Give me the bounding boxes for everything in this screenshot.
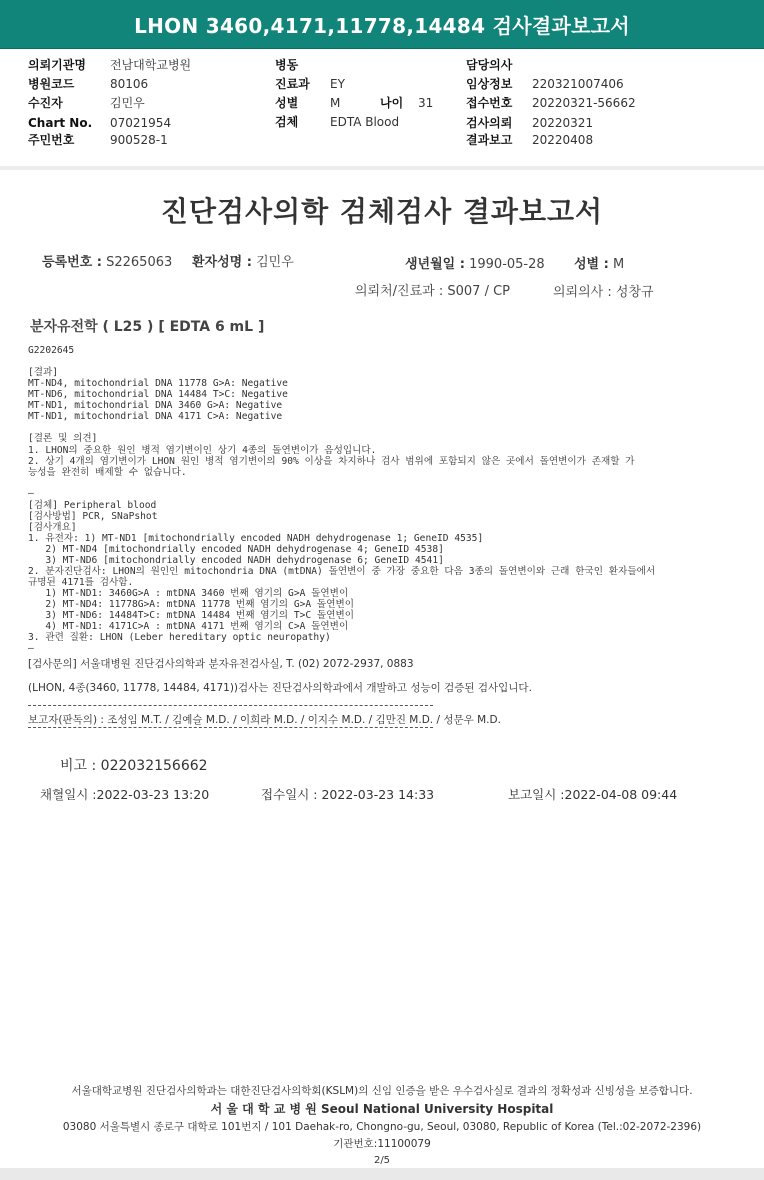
- requesting-doctor-value: 성창규: [615, 285, 654, 300]
- result-line: MT-ND1, mitochondrial DNA 4171 C>A: Negative: [28, 411, 283, 422]
- page-number: 2/5: [373, 1155, 391, 1166]
- requesting-department-value: S007 / CP: [447, 284, 511, 299]
- method-line: 2) MT-ND4: 11778G>A: mtDNA 11778 번째 염기의 G>A 돌연변이: [28, 599, 354, 610]
- registration-number: [42, 251, 172, 270]
- birth-date: [405, 253, 545, 272]
- header-label: 임상정보: [466, 77, 513, 91]
- method-line: 4) MT-ND1: 4171C>A : mtDNA 4171 번째 염기의 C>A 돌연변이: [28, 621, 349, 632]
- registration-number-label: 등록번호 :: [42, 255, 102, 270]
- header-label: Chart No.: [28, 116, 93, 130]
- header-value: EDTA Blood: [330, 115, 400, 129]
- method-line: [검사개요]: [28, 522, 77, 533]
- header-label: 주민번호: [28, 133, 75, 147]
- specimen-id: G2202645: [28, 345, 75, 356]
- conclusion-line: 2. 상기 4개의 염기변이가 LHON 원인 병적 염기변이의 90% 이상을 차지하나 검사 범위에 포함되지 않은 곳에서 돌연변이가 존재할 가: [28, 456, 635, 467]
- method-line: [검체] Peripheral blood: [28, 500, 157, 511]
- reported-datetime-value: 2022-04-08 09:44: [564, 787, 678, 802]
- lhon-validation-note: (LHON, 4종(3460, 11778, 14484, 4171))검사는 진단검사의학과에서 개발하고 성능이 검증된 검사입니다.: [28, 682, 532, 694]
- header-label: 담당의사: [466, 58, 513, 72]
- requesting-department: [355, 280, 510, 299]
- header-label: 검체: [275, 115, 299, 129]
- received-datetime: [261, 785, 434, 803]
- conclusion-line: 1. LHON의 중요한 원인 병적 염기변이인 상기 4종의 돌연변이가 음성입니다.: [28, 445, 377, 456]
- header-value: 220321007406: [532, 77, 624, 91]
- received-datetime-value: 2022-03-23 14:33: [321, 787, 435, 802]
- institution-number: 기관번호:11100079: [333, 1138, 431, 1150]
- header-value: 김민우: [110, 96, 145, 110]
- reported-datetime-label: 보고일시 :: [508, 787, 565, 802]
- patient-name: [192, 251, 294, 270]
- method-line: 3. 관련 질환: LHON (Leber hereditary optic neuropathy): [28, 632, 331, 643]
- header-value: 31: [418, 96, 434, 110]
- result-line: MT-ND1, mitochondrial DNA 3460 G>A: Negative: [28, 400, 283, 411]
- header-value: 07021954: [110, 116, 172, 130]
- header-divider: [0, 166, 764, 170]
- method-line: 3) MT-ND6: 14484T>C: mtDNA 14484 번째 염기의 T>C 돌연변이: [28, 610, 354, 621]
- conclusion-heading: [결론 및 의견]: [28, 433, 98, 444]
- collection-datetime-label: 채혈일시 :: [40, 787, 97, 802]
- separator-dash: —: [28, 643, 34, 654]
- header-label: 결과보고: [466, 133, 513, 147]
- header-label: 검사의뢰: [466, 116, 513, 130]
- patient-sex-label: 성별 :: [574, 257, 609, 272]
- method-line: 2) MT-ND4 [mitochondrially encoded NADH dehydrogenase 4; GeneID 4538]: [28, 544, 444, 555]
- header-label: 병원코드: [28, 77, 75, 91]
- requesting-doctor-label: 의뢰의사 :: [553, 285, 612, 300]
- reporter-divider-bottom: [28, 727, 433, 728]
- birth-date-label: 생년월일 :: [405, 257, 465, 272]
- method-line: 규명된 4171를 검사함.: [28, 577, 134, 588]
- remark: [60, 755, 208, 775]
- results-heading: [결과]: [28, 367, 59, 378]
- birth-date-value: 1990-05-28: [469, 257, 545, 272]
- test-section-title: 분자유전학 ( L25 ) [ EDTA 6 mL ]: [30, 319, 265, 335]
- header-value: 900528-1: [110, 133, 168, 147]
- method-line: 1. 유전자: 1) MT-ND1 [mitochondrially encoded NADH dehydrogenase 1; GeneID 4535]: [28, 533, 484, 544]
- remark-value: 022032156662: [100, 758, 208, 774]
- page-bottom-strip: [0, 1168, 764, 1180]
- requesting-department-label: 의뢰처/진료과 :: [355, 284, 444, 299]
- method-line: [검사방법] PCR, SNaPshot: [28, 511, 158, 522]
- reporter-divider-top: [28, 705, 433, 706]
- header-value: EY: [330, 77, 345, 91]
- patient-sex: [574, 253, 624, 272]
- received-datetime-label: 접수일시 :: [261, 787, 318, 802]
- header-label: 진료과: [275, 77, 310, 91]
- banner-title: LHON 3460,4171,11778,14484 검사결과보고서: [134, 14, 630, 38]
- reporters-line: 보고자(판독의) : 조성임 M.T. / 김예슬 M.D. / 이희라 M.D. / 이지수 M.D. / 김만진 M.D. / 성문우 M.D.: [28, 714, 501, 726]
- header-value: 전남대학교병원: [110, 58, 192, 72]
- header-label: 수진자: [28, 96, 63, 110]
- result-line: MT-ND6, mitochondrial DNA 14484 T>C: Negative: [28, 389, 288, 400]
- hospital-name: 서 울 대 학 교 병 원 Seoul National University Hospital: [210, 1102, 554, 1116]
- header-value: M: [330, 96, 341, 110]
- collection-datetime: [40, 785, 209, 803]
- header-label: 성별: [275, 96, 299, 110]
- header-label: 접수번호: [466, 96, 513, 110]
- header-label: 의뢰기관명: [28, 58, 86, 72]
- patient-sex-value: M: [612, 257, 625, 272]
- header-value: 20220321-56662: [532, 96, 636, 110]
- inquiry-line: [검사문의] 서울대병원 진단검사의학과 분자유전검사실, T. (02) 2072-2937, 0883: [28, 658, 414, 670]
- method-line: 3) MT-ND6 [mitochondrially encoded NADH dehydrogenase 6; GeneID 4541]: [28, 555, 444, 566]
- requesting-doctor: [553, 281, 654, 300]
- header-label: 병동: [275, 58, 299, 72]
- reported-datetime: [508, 785, 677, 803]
- remark-label: 비고 :: [60, 758, 97, 774]
- certification-statement: 서울대학교병원 진단검사의학과는 대한진단검사의학회(KSLM)의 신임 인증을 받은 우수검사실로 결과의 정확성과 신빙성을 보증합니다.: [71, 1085, 693, 1097]
- patient-name-value: 김민우: [256, 255, 294, 270]
- header-label: 나이: [380, 96, 404, 110]
- separator-dash: —: [28, 488, 34, 499]
- result-line: MT-ND4, mitochondrial DNA 11778 G>A: Negative: [28, 378, 288, 389]
- method-line: 2. 분자진단검사: LHON의 원인인 mitochondria DNA (mtDNA) 돌연변이 중 가장 중요한 다음 3종의 돌연변이와 근래 한국인 환자들에서: [28, 566, 656, 577]
- header-value: 20220321: [532, 116, 594, 130]
- method-line: 1) MT-ND1: 3460G>A : mtDNA 3460 번째 염기의 G>A 돌연변이: [28, 588, 349, 599]
- header-value: 80106: [110, 77, 149, 91]
- document-title: 진단검사의학 검체검사 결과보고서: [160, 195, 604, 228]
- conclusion-line: 능성을 완전히 배제할 수 없습니다.: [28, 467, 187, 478]
- collection-datetime-value: 2022-03-23 13:20: [96, 787, 210, 802]
- registration-number-value: S2265063: [106, 255, 173, 270]
- hospital-address: 03080 서울특별시 종로구 대학로 101번지 / 101 Daehak-ro, Chongno-gu, Seoul, 03080, Republic of Korea (Tel.:02-2072-2396): [62, 1121, 702, 1133]
- report-banner: [0, 0, 764, 49]
- patient-name-label: 환자성명 :: [192, 255, 252, 270]
- header-value: 20220408: [532, 133, 594, 147]
